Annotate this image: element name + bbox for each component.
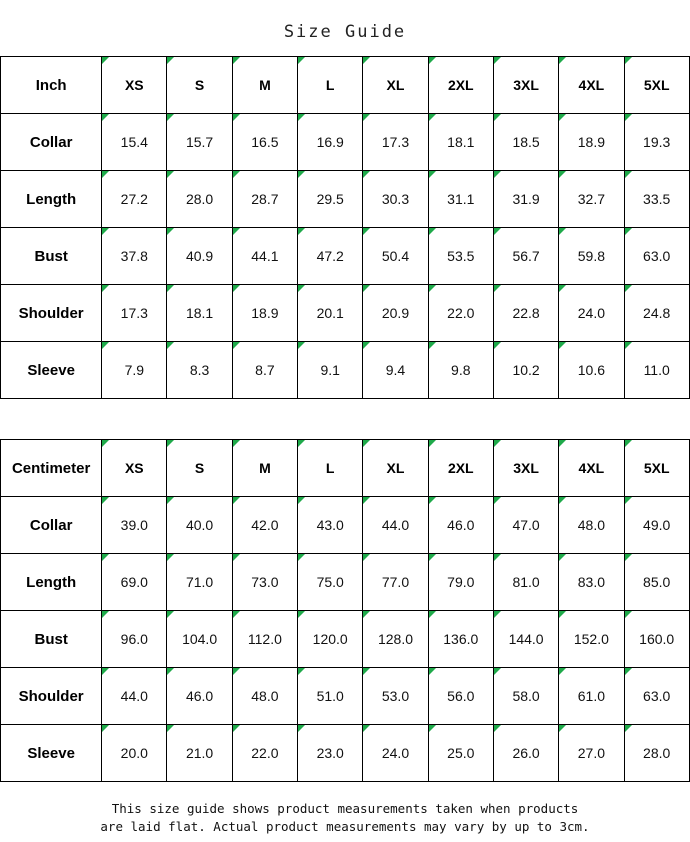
cell: 15.4 <box>102 114 167 171</box>
row-label-sleeve: Sleeve <box>1 725 102 782</box>
row-label-bust: Bust <box>1 611 102 668</box>
row-label-shoulder: Shoulder <box>1 668 102 725</box>
row-label-bust: Bust <box>1 228 102 285</box>
row-label-collar: Collar <box>1 497 102 554</box>
cell: 31.1 <box>428 171 493 228</box>
cell: 28.0 <box>624 725 689 782</box>
cell: 73.0 <box>232 554 297 611</box>
table-row <box>1 285 690 342</box>
cell: 16.5 <box>232 114 297 171</box>
cell: 20.1 <box>298 285 363 342</box>
cell: 21.0 <box>167 725 232 782</box>
cell: 77.0 <box>363 554 428 611</box>
cell: 40.9 <box>167 228 232 285</box>
cell: 33.5 <box>624 171 689 228</box>
table-row <box>1 342 690 399</box>
cell: 43.0 <box>298 497 363 554</box>
cell: 47.2 <box>298 228 363 285</box>
size-header-4xl: 4XL <box>559 440 624 497</box>
cell: 24.8 <box>624 285 689 342</box>
table-row <box>1 725 690 782</box>
cell: 8.3 <box>167 342 232 399</box>
cell: 136.0 <box>428 611 493 668</box>
size-header-l: L <box>298 57 363 114</box>
cell: 15.7 <box>167 114 232 171</box>
size-header-s: S <box>167 57 232 114</box>
cell: 42.0 <box>232 497 297 554</box>
cell: 63.0 <box>624 228 689 285</box>
cell: 17.3 <box>363 114 428 171</box>
cell: 27.2 <box>102 171 167 228</box>
cell: 85.0 <box>624 554 689 611</box>
cell: 53.5 <box>428 228 493 285</box>
table-header-row <box>1 440 690 497</box>
cell: 47.0 <box>493 497 558 554</box>
cell: 104.0 <box>167 611 232 668</box>
cell: 24.0 <box>559 285 624 342</box>
size-header-m: M <box>232 57 297 114</box>
cell: 120.0 <box>298 611 363 668</box>
cell: 59.8 <box>559 228 624 285</box>
cell: 56.7 <box>493 228 558 285</box>
table-row <box>1 497 690 554</box>
cell: 128.0 <box>363 611 428 668</box>
cell: 48.0 <box>232 668 297 725</box>
cell: 32.7 <box>559 171 624 228</box>
row-label-length: Length <box>1 554 102 611</box>
cell: 20.0 <box>102 725 167 782</box>
size-header-xl: XL <box>363 57 428 114</box>
cell: 28.0 <box>167 171 232 228</box>
size-header-3xl: 3XL <box>493 440 558 497</box>
cell: 63.0 <box>624 668 689 725</box>
cell: 26.0 <box>493 725 558 782</box>
cell: 18.1 <box>428 114 493 171</box>
size-header-5xl: 5XL <box>624 440 689 497</box>
cell: 61.0 <box>559 668 624 725</box>
cell: 18.9 <box>559 114 624 171</box>
table-row <box>1 668 690 725</box>
table-header-row <box>1 57 690 114</box>
cell: 49.0 <box>624 497 689 554</box>
table-row <box>1 114 690 171</box>
cell: 44.0 <box>363 497 428 554</box>
cell: 40.0 <box>167 497 232 554</box>
cell: 79.0 <box>428 554 493 611</box>
cell: 27.0 <box>559 725 624 782</box>
cell: 37.8 <box>102 228 167 285</box>
cell: 83.0 <box>559 554 624 611</box>
footnote-line-1: This size guide shows product measurements taken when products <box>111 801 579 816</box>
cell: 25.0 <box>428 725 493 782</box>
unit-label-inch: Inch <box>1 57 102 114</box>
inch-size-table <box>0 56 690 399</box>
size-header-4xl: 4XL <box>559 57 624 114</box>
cell: 19.3 <box>624 114 689 171</box>
cell: 46.0 <box>428 497 493 554</box>
cell: 71.0 <box>167 554 232 611</box>
centimeter-table-wrap <box>0 439 690 782</box>
cell: 75.0 <box>298 554 363 611</box>
cell: 29.5 <box>298 171 363 228</box>
table-gap <box>0 399 690 439</box>
cell: 8.7 <box>232 342 297 399</box>
table-row <box>1 171 690 228</box>
cell: 18.5 <box>493 114 558 171</box>
centimeter-size-table <box>0 439 690 782</box>
cell: 69.0 <box>102 554 167 611</box>
cell: 48.0 <box>559 497 624 554</box>
table-row <box>1 554 690 611</box>
cell: 28.7 <box>232 171 297 228</box>
cell: 53.0 <box>363 668 428 725</box>
size-header-xs: XS <box>102 57 167 114</box>
inch-table-wrap <box>0 56 690 399</box>
cell: 160.0 <box>624 611 689 668</box>
size-header-m: M <box>232 440 297 497</box>
cell: 10.2 <box>493 342 558 399</box>
cell: 22.0 <box>428 285 493 342</box>
row-label-collar: Collar <box>1 114 102 171</box>
cell: 152.0 <box>559 611 624 668</box>
footnote-line-2: are laid flat. Actual product measurements may vary by up to 3cm. <box>100 819 590 834</box>
size-header-l: L <box>298 440 363 497</box>
row-label-sleeve: Sleeve <box>1 342 102 399</box>
row-label-length: Length <box>1 171 102 228</box>
size-header-2xl: 2XL <box>428 57 493 114</box>
cell: 56.0 <box>428 668 493 725</box>
cell: 39.0 <box>102 497 167 554</box>
cell: 46.0 <box>167 668 232 725</box>
row-label-shoulder: Shoulder <box>1 285 102 342</box>
cell: 10.6 <box>559 342 624 399</box>
cell: 112.0 <box>232 611 297 668</box>
cell: 44.1 <box>232 228 297 285</box>
cell: 144.0 <box>493 611 558 668</box>
cell: 11.0 <box>624 342 689 399</box>
cell: 9.1 <box>298 342 363 399</box>
cell: 81.0 <box>493 554 558 611</box>
page-title: Size Guide <box>283 22 407 42</box>
cell: 51.0 <box>298 668 363 725</box>
size-header-5xl: 5XL <box>624 57 689 114</box>
table-row <box>1 228 690 285</box>
size-header-s: S <box>167 440 232 497</box>
size-header-3xl: 3XL <box>493 57 558 114</box>
cell: 30.3 <box>363 171 428 228</box>
cell: 20.9 <box>363 285 428 342</box>
cell: 31.9 <box>493 171 558 228</box>
size-header-xs: XS <box>102 440 167 497</box>
cell: 18.1 <box>167 285 232 342</box>
cell: 16.9 <box>298 114 363 171</box>
table-row <box>1 611 690 668</box>
cell: 7.9 <box>102 342 167 399</box>
cell: 23.0 <box>298 725 363 782</box>
cell: 18.9 <box>232 285 297 342</box>
cell: 50.4 <box>363 228 428 285</box>
cell: 22.8 <box>493 285 558 342</box>
cell: 58.0 <box>493 668 558 725</box>
cell: 44.0 <box>102 668 167 725</box>
cell: 96.0 <box>102 611 167 668</box>
cell: 24.0 <box>363 725 428 782</box>
size-header-2xl: 2XL <box>428 440 493 497</box>
footnote <box>25 800 665 836</box>
size-header-xl: XL <box>363 440 428 497</box>
cell: 17.3 <box>102 285 167 342</box>
unit-label-centimeter: Centimeter <box>1 440 102 497</box>
cell: 22.0 <box>232 725 297 782</box>
cell: 9.4 <box>363 342 428 399</box>
cell: 9.8 <box>428 342 493 399</box>
